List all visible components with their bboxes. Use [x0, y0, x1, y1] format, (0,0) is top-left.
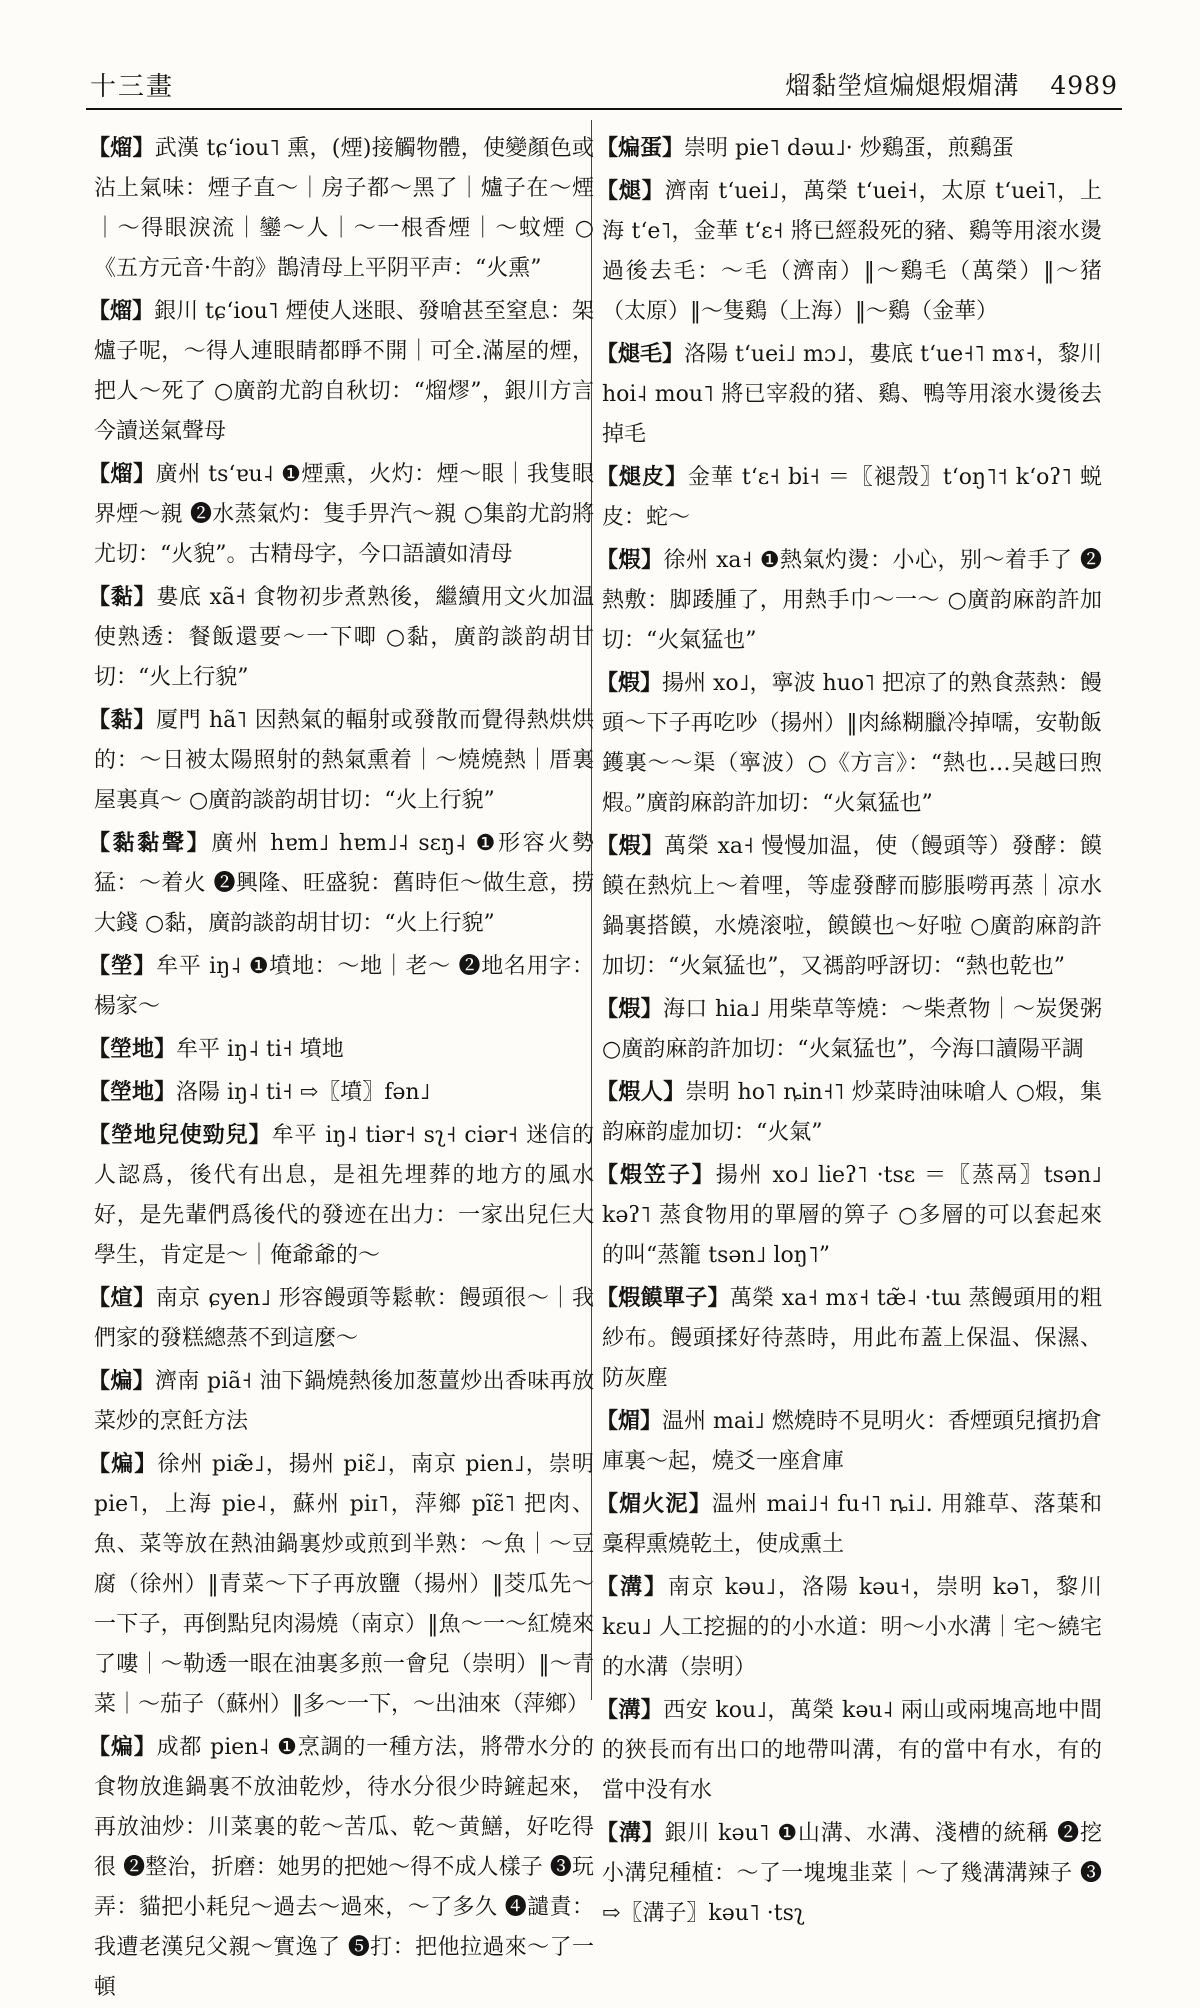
dictionary-entry — [596, 1401, 1102, 1482]
dictionary-entry — [596, 663, 1102, 824]
entry-headword: 【黏】 — [88, 707, 156, 733]
entry-definition: 海口 hia˩ 用柴草等燒：～柴煮物｜～炭煲粥 ○廣韵麻韵許加切：“火氣猛也”，今海口讀陽平調 — [602, 997, 1102, 1062]
dictionary-entry — [596, 128, 1102, 169]
entry-definition: 廣州 hɐm˩ hɐm˩˨ sɛŋ˨ ❶形容火勢猛：～着火 ❷興隆、旺盛貌：舊時佢～做生意，捞大錢 ○黏，廣韵談韵胡甘切：“火上行貌” — [94, 831, 594, 936]
entry-definition: 成都 pien˨ ❶烹調的一種方法，將帶水分的食物放進鍋裏不放油乾炒，待水分很少時鏟起來，再放油炒：川菜裏的乾～苦瓜、乾～黄鱔，好吃得很 ❷整治，折磨：她男的把她～得不成人樣子 ❸玩弄：貓把小耗兒～過去～過來，～了多久 ❹譴責：我遭老漢兒父親～實逸了 ❺打：把他拉過來～了一頓 — [94, 1735, 594, 2000]
dictionary-entry — [88, 1361, 594, 1442]
entry-headword: 【煺皮】 — [596, 464, 688, 490]
entry-definition: 銀川 kəu˥ ❶山溝、水溝、淺槽的統稱 ❷挖小溝兒種植：～了一塊塊韭菜｜～了幾溝溝辣子 ❸ ⇨〖溝子〗kəu˥ ·tsʅ — [602, 1821, 1102, 1926]
dictionary-entry — [596, 334, 1102, 455]
dictionary-entry — [88, 1029, 594, 1070]
entry-headword: 【煺】 — [596, 178, 665, 204]
dictionary-entry — [88, 700, 594, 821]
dictionary-entry — [88, 291, 594, 452]
entry-headword: 【煆笠子】 — [596, 1162, 716, 1188]
entry-definition: 徐州 xa˧ ❶熱氣灼燙：小心，别～着手了 ❷熱敷：脚踒腫了，用熱手巾～一～ ○廣韵麻韵許加切：“火氣猛也” — [602, 548, 1102, 653]
entry-headword: 【煸蛋】 — [596, 135, 685, 161]
entry-headword: 【煆】 — [596, 996, 663, 1022]
entry-headword: 【煆饃單子】 — [596, 1285, 730, 1311]
entry-definition: 牟平 iŋ˨ tiər˧ sʅ˧ ciər˧ 迷信的人認爲，後代有出息，是祖先埋葬的地方的風水好，是先輩們爲後代的發迹在出力：一家出兒仨大學生，肯定是～｜俺爺爺的～ — [94, 1123, 594, 1268]
entry-headword: 【煆】 — [596, 670, 663, 696]
dictionary-entry — [596, 1072, 1102, 1153]
entry-definition: 金華 tʻɛ˧ bi˧ ＝〖褪殼〗tʻoŋ˥˦ kʻoʔ˥ 蜕皮：蛇～ — [602, 465, 1102, 530]
dictionary-entry — [88, 577, 594, 698]
entry-headword: 【塋】 — [88, 953, 157, 979]
entry-definition: 萬榮 xa˧ 慢慢加温，使（饅頭等）發酵：饃饃在熱炕上～着哩，等虚發酵而膨脹嘮再蒸｜凉水鍋裏搭饃，水燒滚啦，饃饃也～好啦 ○廣韵麻韵許加切：“火氣猛也”，又禡韵呼訝切：“熱也乾也” — [602, 834, 1102, 979]
entry-headword: 【煆】 — [596, 547, 664, 573]
entry-definition: 南京 kəu˩，洛陽 kəu˧，崇明 kə˥，黎川 kɛu˩ 人工挖掘的的小水道：明～小水溝｜宅～繞宅的水溝（崇明） — [602, 1575, 1102, 1680]
entry-definition: 濟南 piã˧ 油下鍋燒熱後加葱薑炒出香味再放菜炒的烹飪方法 — [94, 1369, 594, 1434]
entry-headword: 【煸】 — [88, 1368, 155, 1394]
entry-definition: 南京 ɕyen˩ 形容饅頭等鬆軟：饅頭很～｜我們家的發糕總蒸不到這麼～ — [94, 1286, 594, 1351]
entry-headword: 【塋地】 — [88, 1079, 177, 1105]
entry-definition: 婁底 xã˧ 食物初步煮熟後，繼續用文火加温使熟透：餐飯還要～一下唧 ○黏，廣韵談韵胡甘切：“火上行貌” — [94, 585, 594, 690]
entry-definition: 崇明 ho˥ ȵin˧˥ 炒菜時油味嗆人 ○煆，集韵麻韵虚加切：“火氣” — [602, 1080, 1102, 1145]
dictionary-entry — [88, 1727, 594, 2008]
entry-headword: 【煆】 — [596, 833, 665, 859]
right-column — [596, 128, 1102, 1926]
entry-definition: 温州 mai˩ 燃燒時不見明火：香煙頭兒擯扔倉庫裏～起，燒爻一座倉庫 — [602, 1409, 1102, 1474]
dictionary-entry — [596, 826, 1102, 987]
entry-headword: 【煺毛】 — [596, 341, 685, 367]
entry-definition: 徐州 piæ̃˩，揚州 piɛ̃˩，南京 pien˩，崇明 pie˥，上海 pie˨，蘇州 piɪ˥，萍鄉 pĩɛ̃˥ 把肉、魚、菜等放在熱油鍋裏炒或煎到半熟：～魚｜～豆腐（徐州）‖青菜～下子再放鹽（揚州）‖茭瓜先～一下子，再倒點兒肉湯燒（南京）‖魚～一～紅燒來了嘍｜～勒透一眼在油裏多煎一會兒（崇明）‖～青菜｜～茄子（蘇州）‖多～一下，～出油來（萍鄉） — [94, 1452, 594, 1717]
entry-headword: 【熘】 — [88, 135, 155, 161]
entry-headword: 【黏】 — [88, 584, 157, 610]
entry-definition: 武漢 tɕʻiou˥ 熏，(煙)接觸物體，使變顏色或沾上氣味：煙子直～｜房子都～黑了｜爐子在～煙｜～得眼淚流｜鑾～人｜～一根香煙｜～蚊煙 ○《五方元音·牛韵》鵲清母上平阴平声：“火熏” — [94, 136, 594, 281]
entry-definition: 濟南 tʻuei˩，萬榮 tʻuei˧，太原 tʻuei˥，上海 tʻe˥，金華 tʻɛ˧ 將已經殺死的豬、鷄等用滚水燙過後去毛：～毛（濟南）‖～鷄毛（萬榮）‖～猪（太原）‖～隻鷄（上海）‖～鷄（金華） — [602, 179, 1102, 324]
dictionary-entry — [88, 1115, 594, 1276]
dictionary-entry — [88, 823, 594, 944]
entry-definition: 廣州 tsʻɐu˨ ❶煙熏，火灼：煙～眼｜我隻眼界煙～親 ❷水蒸氣灼：隻手畀汽～親 ○集韵尤韵將尤切：“火貌”。古精母字，今口語讀如清母 — [94, 462, 594, 567]
section-label: 十三畫 — [90, 72, 175, 102]
dictionary-entry — [596, 1155, 1102, 1276]
dictionary-entry — [88, 946, 594, 1027]
entry-headword: 【煝火泥】 — [596, 1491, 712, 1517]
dictionary-entry — [596, 989, 1102, 1070]
page-number: 4989 — [1050, 71, 1118, 100]
entry-definition: 崇明 pie˥ dəɯ˩· 炒鷄蛋，煎鷄蛋 — [684, 136, 1014, 161]
dictionary-entry — [596, 1813, 1102, 1934]
entry-definition: 牟平 iŋ˨ ❶墳地：～地｜老～ ❷地名用字：楊家～ — [94, 954, 594, 1019]
page-header — [86, 64, 1122, 110]
dictionary-entry — [88, 128, 594, 289]
entry-definition: 洛陽 iŋ˨ ti˧ ⇨〖墳〗fən˩ — [176, 1080, 431, 1105]
dictionary-entry — [596, 1278, 1102, 1399]
entry-definition: 揚州 xo˩ lieʔ˥ ·tsɛ ＝〖蒸鬲〗tsən˩ kəʔ˥ 蒸食物用的單層的箅子 ○多層的可以套起來的叫“蒸籠 tsən˩ loŋ˥” — [602, 1163, 1102, 1268]
dictionary-entry — [88, 1072, 594, 1113]
running-head — [785, 66, 1118, 102]
dictionary-entry — [596, 1484, 1102, 1565]
entry-definition: 牟平 iŋ˨ ti˧ 墳地 — [176, 1037, 344, 1062]
entry-headword: 【黏黏聲】 — [88, 830, 212, 856]
left-column — [88, 128, 594, 2000]
entry-headword: 【熘】 — [88, 298, 155, 324]
dictionary-entry — [88, 1278, 594, 1359]
entry-headword: 【熘】 — [88, 461, 156, 487]
entry-headword: 【塋地兒使勁兒】 — [88, 1122, 272, 1148]
dictionary-entry — [88, 1444, 594, 1725]
entry-headword: 【煊】 — [88, 1285, 156, 1311]
entry-headword: 【塋地】 — [88, 1036, 177, 1062]
dictionary-entry — [88, 454, 594, 575]
dictionary-entry — [596, 540, 1102, 661]
entry-headword: 【煸】 — [88, 1451, 158, 1477]
entry-definition: 揚州 xo˩，寧波 huo˥ 把凉了的熟食蒸熱：饅頭～下子再吃吵（揚州）‖肉絲糊臘冷掉嚅，安勒飯鑊裏～～渠（寧波）○《方言》：“熱也…吴越曰煦煆。”廣韵麻韵許加切：“火氣猛也” — [602, 671, 1102, 816]
head-characters: 熘黏塋煊煸煺煆煝溝 — [785, 71, 1020, 100]
entry-definition: 洛陽 tʻuei˩ mɔ˩，婁底 tʻue˧˥ mɤ˧，黎川 hoi˨ mou˥ 將已宰殺的猪、鷄、鴨等用滚水燙後去掉毛 — [602, 342, 1102, 447]
entry-headword: 【煝】 — [596, 1408, 663, 1434]
entry-definition: 温州 mai˩˧ fu˧˥ ȵi˩. 用雜草、落葉和稾稈熏燒乾土，使成熏土 — [602, 1492, 1102, 1557]
entry-definition: 銀川 tɕʻiou˥ 煙使人迷眼、發嗆甚至窒息：架爐子呢，～得人連眼睛都睜不開｜可全.滿屋的煙，把人～死了 ○廣韵尤韵自秋切：“熘熮”，銀川方言今讀送氣聲母 — [94, 299, 594, 444]
entry-headword: 【溝】 — [596, 1820, 665, 1846]
dictionary-entry — [596, 457, 1102, 538]
dictionary-entry — [596, 1567, 1102, 1688]
entry-headword: 【溝】 — [596, 1697, 664, 1723]
entry-headword: 【煸】 — [88, 1734, 157, 1760]
dictionary-entry — [596, 1690, 1102, 1811]
dictionary-entry — [596, 171, 1102, 332]
entry-definition: 西安 kou˩，萬榮 kəu˨ 兩山或兩塊高地中間的狹長而有出口的地帶叫溝，有的當中有水，有的當中没有水 — [602, 1698, 1102, 1803]
entry-headword: 【溝】 — [596, 1574, 668, 1600]
entry-headword: 【煆人】 — [596, 1079, 686, 1105]
entry-definition: 萬榮 xa˧ mɤ˧ tæ̃˨ ·tɯ 蒸饅頭用的粗紗布。饅頭揉好待蒸時，用此布蓋上保温、保濕、防灰塵 — [602, 1286, 1102, 1391]
entry-definition: 厦門 hã˥ 因熱氣的輻射或發散而覺得熱烘烘的：～日被太陽照射的熱氣熏着｜～燒燒熱｜厝裏屋裏真～ ○廣韵談韵胡甘切：“火上行貌” — [94, 708, 594, 813]
